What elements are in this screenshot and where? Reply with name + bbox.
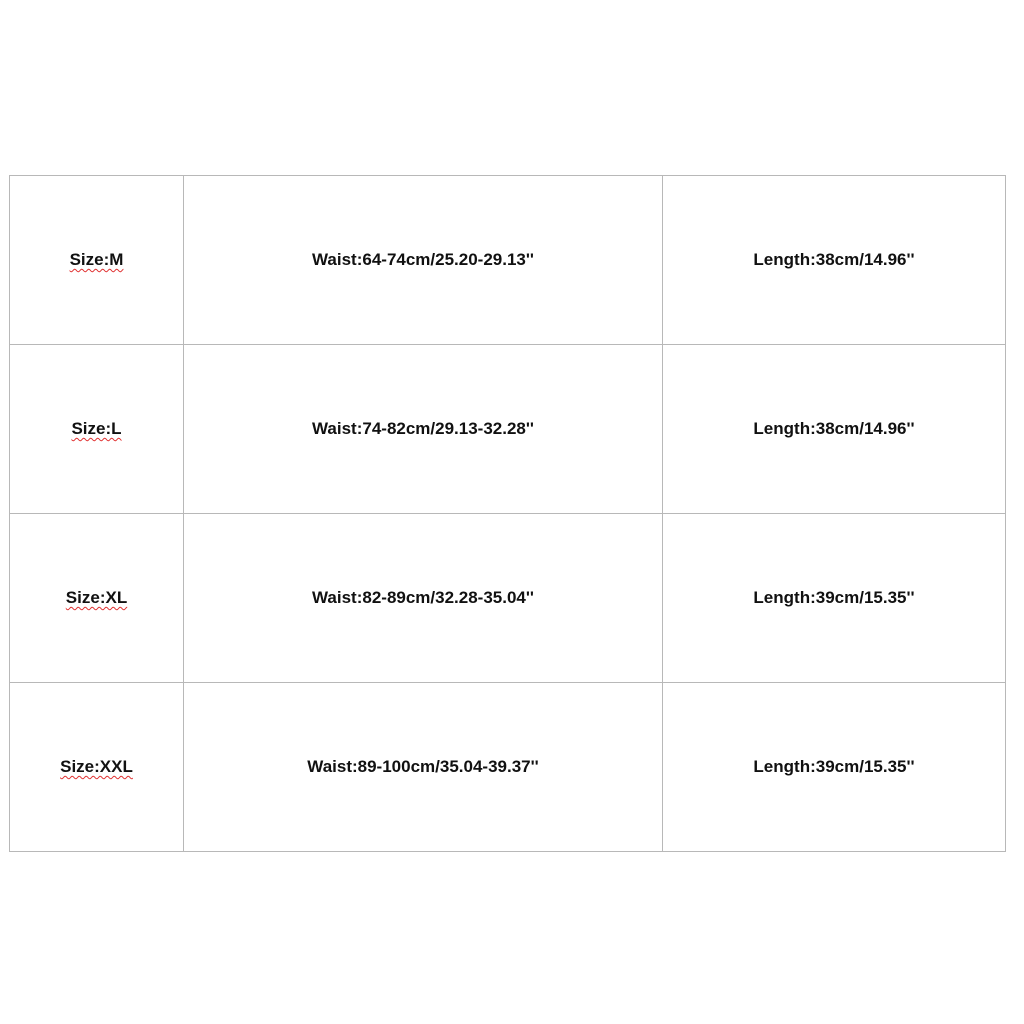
length-cell: Length:38cm/14.96'' [663,176,1006,345]
waist-cell: Waist:89-100cm/35.04-39.37'' [184,683,663,852]
waist-cell: Waist:82-89cm/32.28-35.04'' [184,514,663,683]
size-label: Size:L [71,419,122,438]
waist-cell: Waist:74-82cm/29.13-32.28'' [184,345,663,514]
size-label: Size:M [69,250,124,269]
size-cell [10,176,184,345]
table-row [10,514,1006,683]
length-cell: Length:38cm/14.96'' [663,345,1006,514]
size-cell [10,683,184,852]
size-chart-table [9,175,1006,852]
table-row [10,683,1006,852]
length-cell: Length:39cm/15.35'' [663,514,1006,683]
length-cell: Length:39cm/15.35'' [663,683,1006,852]
size-label: Size:XXL [60,757,133,776]
table-row [10,345,1006,514]
size-cell [10,345,184,514]
table-row [10,176,1006,345]
size-cell [10,514,184,683]
size-label: Size:XL [65,588,128,607]
waist-cell: Waist:64-74cm/25.20-29.13'' [184,176,663,345]
